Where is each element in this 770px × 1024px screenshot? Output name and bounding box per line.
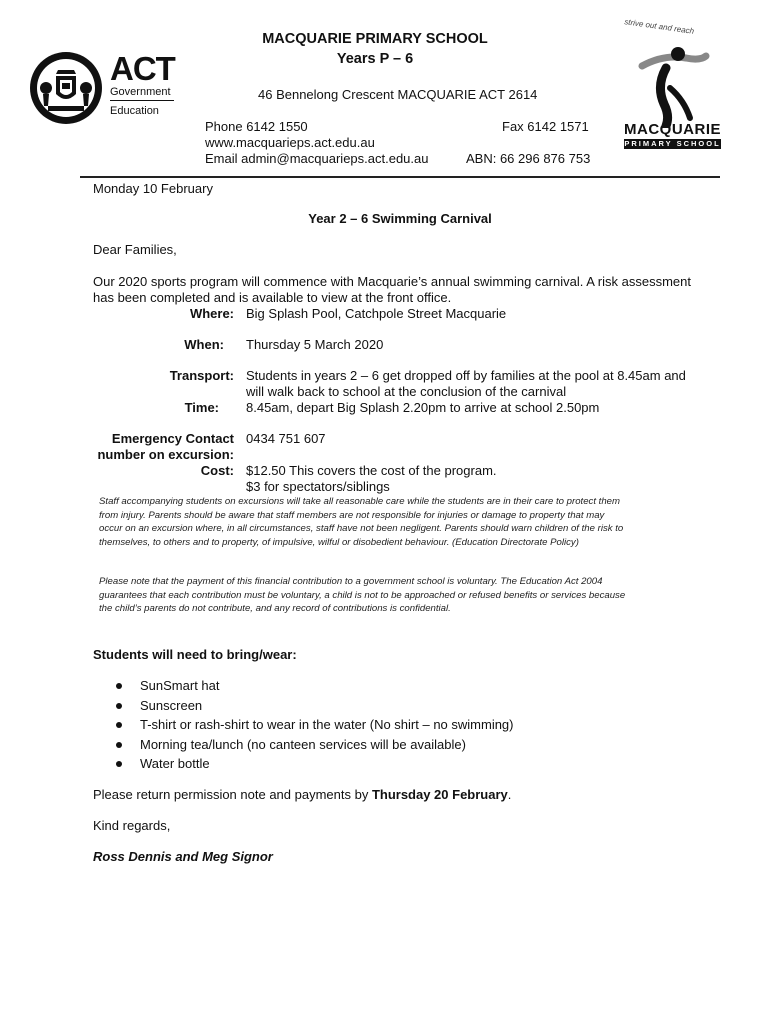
policy-line: occur on an excursion where, in all circumstances, staff have not been negligent. Parents should warn children of the risk to bbox=[99, 523, 624, 534]
cost-label: Cost: bbox=[200, 463, 234, 478]
emergency-label-line-2: number on excursion: bbox=[97, 447, 234, 462]
time-value: 8.45am, depart Big Splash 2.20pm to arrive at school 2.50pm bbox=[246, 400, 600, 415]
return-prefix: Please return permission note and payments by bbox=[93, 787, 372, 802]
transport-value-line-2: will walk back to school at the conclusion of the carnival bbox=[246, 384, 567, 399]
government-wordmark: Government bbox=[110, 86, 171, 98]
intro-line-2: has been completed and is available to view at the front office. bbox=[93, 290, 452, 305]
act-government-logo bbox=[26, 50, 186, 125]
cost-value-line-2: $3 for spectators/siblings bbox=[246, 479, 390, 494]
school-email: Email admin@macquarieps.act.edu.au bbox=[205, 151, 429, 166]
where-value: Big Splash Pool, Catchpole Street Macquarie bbox=[246, 306, 507, 321]
bring-list bbox=[116, 678, 616, 776]
letter-date: Monday 10 February bbox=[93, 181, 213, 196]
letter-title: Year 2 – 6 Swimming Carnival bbox=[308, 211, 492, 226]
list-item: T-shirt or rash-shirt to wear in the water (No shirt – no swimming) bbox=[116, 717, 616, 737]
primary-school-banner: PRIMARY SCHOOL bbox=[624, 139, 721, 148]
bullet-icon bbox=[116, 683, 122, 689]
school-name: MACQUARIE PRIMARY SCHOOL bbox=[262, 31, 488, 47]
return-note bbox=[93, 787, 511, 803]
payment-note-line: guarantees that each contribution must be voluntary, a child is not to be approached or refused benefits or services because bbox=[99, 589, 626, 601]
return-suffix: . bbox=[507, 787, 512, 802]
emergency-value: 0434 751 607 bbox=[246, 431, 326, 446]
macquarie-wordmark: MACQUARIE bbox=[624, 121, 721, 138]
closing: Kind regards, bbox=[93, 818, 171, 833]
school-fax: Fax 6142 1571 bbox=[502, 119, 589, 134]
policy-line: from injury. Parents should be aware that staff members are not responsible for injuries or damage to property that may bbox=[99, 509, 605, 521]
list-item: SunSmart hat bbox=[116, 678, 616, 698]
bullet-icon bbox=[116, 722, 122, 728]
transport-value-line-1: Students in years 2 – 6 get dropped off by families at the pool at 8.45am and bbox=[246, 368, 686, 383]
emergency-label-line-1: Emergency Contact bbox=[111, 431, 234, 446]
bullet-icon bbox=[116, 742, 122, 748]
act-wordmark: ACT bbox=[110, 50, 175, 87]
school-address: 46 Bennelong Crescent MACQUARIE ACT 2614 bbox=[258, 87, 538, 102]
header-rule bbox=[80, 176, 720, 178]
logo-motto: strive out and reach bbox=[623, 17, 695, 36]
figure-logo-icon bbox=[620, 28, 725, 128]
logo-divider bbox=[110, 100, 174, 101]
intro-line-1: Our 2020 sports program will commence with Macquarie’s annual swimming carnival. A risk assessment bbox=[93, 274, 691, 289]
school-phone: Phone 6142 1550 bbox=[205, 119, 308, 134]
when-value: Thursday 5 March 2020 bbox=[246, 337, 384, 352]
policy-paragraph bbox=[99, 495, 699, 549]
payment-note-line: Please note that the payment of this financial contribution to a government school is voluntary. The Education Act 2004 bbox=[99, 576, 603, 587]
letter-greeting: Dear Families, bbox=[93, 242, 177, 257]
payment-note bbox=[99, 575, 699, 616]
education-wordmark: Education bbox=[110, 105, 159, 117]
bullet-icon bbox=[116, 761, 122, 767]
transport-label: Transport: bbox=[169, 368, 234, 383]
time-label: Time: bbox=[184, 400, 219, 415]
policy-line: themselves, to others and to property, of impulsive, wilful or disobedient behaviour. (Education Directorate Policy) bbox=[99, 536, 579, 548]
bullet-icon bbox=[116, 703, 122, 709]
list-item: Water bottle bbox=[116, 756, 616, 776]
school-website: www.macquarieps.act.edu.au bbox=[205, 135, 375, 150]
list-item: Sunscreen bbox=[116, 698, 616, 718]
policy-line: Staff accompanying students on excursions will take all reasonable care while the students are in their care to protect them bbox=[99, 496, 621, 507]
macquarie-school-logo bbox=[620, 17, 725, 152]
return-date: Thursday 20 February bbox=[371, 787, 508, 802]
signature: Ross Dennis and Meg Signor bbox=[93, 849, 273, 864]
cost-value-line-1: $12.50 This covers the cost of the program. bbox=[246, 463, 497, 478]
where-label: Where: bbox=[189, 306, 234, 321]
coat-of-arms-icon bbox=[26, 50, 106, 130]
payment-note-line: the child’s parents do not contribute, and any record of contributions is confidential. bbox=[99, 603, 451, 614]
list-item: Morning tea/lunch (no canteen services will be available) bbox=[116, 737, 616, 757]
bring-heading: Students will need to bring/wear: bbox=[93, 647, 297, 662]
school-abn: ABN: 66 296 876 753 bbox=[466, 151, 591, 166]
school-years: Years P – 6 bbox=[336, 51, 414, 67]
when-label: When: bbox=[184, 337, 224, 352]
